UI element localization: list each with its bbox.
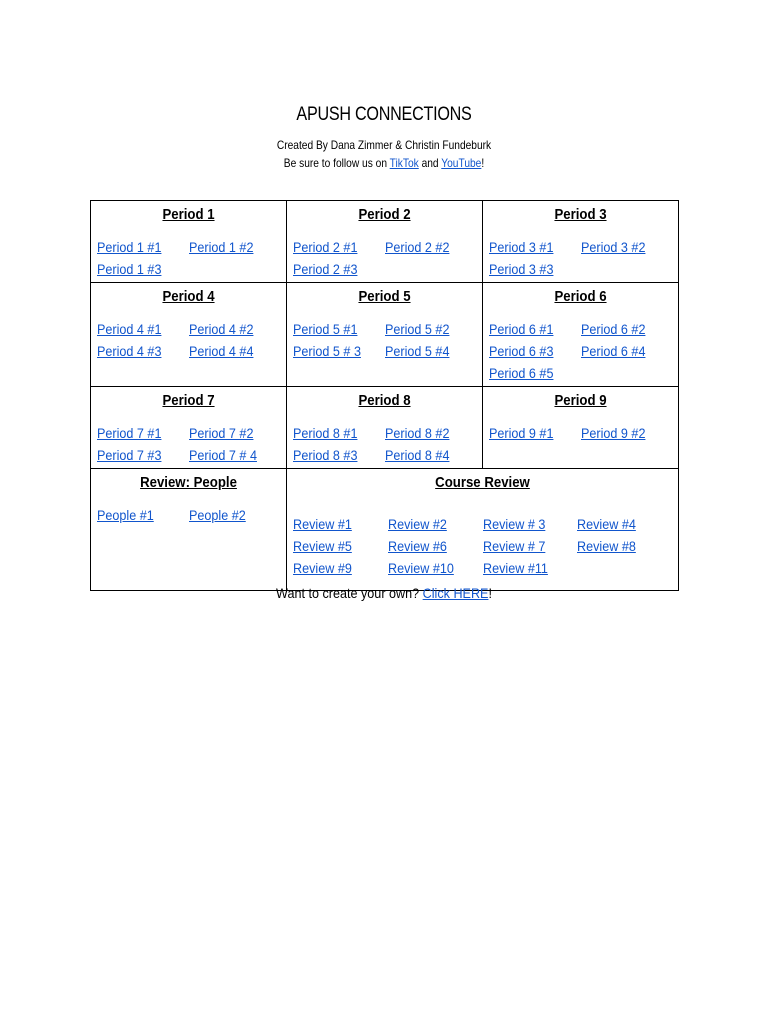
connection-link[interactable]: Period 3 #3 <box>489 261 554 277</box>
connection-link[interactable]: Review #2 <box>387 516 447 532</box>
connection-link[interactable]: Period 1 #3 <box>97 261 162 277</box>
period-links <box>489 318 672 384</box>
connection-link[interactable]: Period 8 #4 <box>384 447 449 463</box>
period-cell <box>91 283 287 387</box>
connection-link[interactable]: Period 6 #1 <box>489 321 554 337</box>
period-title: Period 6 <box>554 288 607 305</box>
period-title: Period 9 <box>554 392 607 409</box>
period-links <box>489 422 672 444</box>
connection-link[interactable]: Period 8 #3 <box>293 447 358 463</box>
period-title: Period 2 <box>358 206 411 223</box>
period-links <box>293 318 476 362</box>
follow-text <box>58 156 711 170</box>
period-links <box>293 236 476 280</box>
period-title: Period 7 <box>162 392 215 409</box>
connection-link[interactable]: Period 1 #1 <box>97 239 162 255</box>
connection-link[interactable]: Review #9 <box>293 560 352 576</box>
connection-link[interactable]: Period 5 #1 <box>293 321 358 337</box>
tiktok-link[interactable]: TikTok <box>389 156 419 170</box>
period-links <box>293 422 476 466</box>
footer-prefix: Want to create your own? <box>276 585 423 601</box>
connection-link[interactable]: Period 1 #2 <box>188 239 253 255</box>
connection-link[interactable]: Period 7 # 4 <box>188 447 257 463</box>
review-people-title: Review: People <box>140 474 237 491</box>
period-title: Period 1 <box>162 206 215 223</box>
people-links <box>97 504 280 526</box>
footer-suffix: ! <box>488 585 492 601</box>
connection-link[interactable]: People #2 <box>188 507 246 523</box>
connection-link[interactable]: Period 6 #4 <box>580 343 645 359</box>
youtube-link[interactable]: YouTube <box>441 156 482 170</box>
connection-link[interactable]: Period 4 #4 <box>188 343 253 359</box>
connection-link[interactable]: Period 6 #5 <box>489 365 554 381</box>
review-people-cell <box>91 469 287 591</box>
connection-link[interactable]: Review #1 <box>293 516 352 532</box>
period-links <box>97 422 280 466</box>
period-title: Period 3 <box>554 206 607 223</box>
connection-link[interactable]: Review #10 <box>387 560 454 576</box>
connection-link[interactable]: Period 8 #1 <box>293 425 358 441</box>
connection-link[interactable]: Period 5 #2 <box>384 321 449 337</box>
connection-link[interactable]: Review #11 <box>482 560 548 576</box>
connection-link[interactable]: Review #4 <box>577 516 637 532</box>
period-cell <box>483 283 679 387</box>
period-links <box>97 318 280 362</box>
connection-link[interactable]: Period 9 #1 <box>489 425 554 441</box>
period-title: Period 4 <box>162 288 215 305</box>
connection-link[interactable]: Period 2 #3 <box>293 261 358 277</box>
connection-link[interactable]: Period 4 #2 <box>188 321 253 337</box>
follow-prefix: Be sure to follow us on <box>283 156 390 170</box>
period-cell <box>483 387 679 469</box>
connections-table <box>90 200 679 591</box>
connection-link[interactable]: Period 6 #2 <box>580 321 645 337</box>
connection-link[interactable]: Period 5 # 3 <box>293 343 361 359</box>
credits-text: Created By Dana Zimmer & Christin Fundeburk <box>276 138 492 152</box>
period-cell <box>483 201 679 283</box>
period-title: Period 5 <box>358 288 411 305</box>
connection-link[interactable]: Review #6 <box>387 538 447 554</box>
connection-link[interactable]: Period 7 #1 <box>97 425 162 441</box>
connection-link[interactable]: Review #8 <box>577 538 637 554</box>
course-review-cell <box>287 469 679 591</box>
connection-link[interactable]: Period 4 #3 <box>97 343 162 359</box>
connection-link[interactable]: Period 7 #2 <box>188 425 253 441</box>
connection-link[interactable]: Period 9 #2 <box>580 425 645 441</box>
connection-link[interactable]: Period 2 #1 <box>293 239 358 255</box>
period-links <box>489 236 672 280</box>
footer-text <box>38 585 729 601</box>
period-title: Period 8 <box>358 392 411 409</box>
connection-link[interactable]: People #1 <box>97 507 154 523</box>
connection-link[interactable]: Period 6 #3 <box>489 343 554 359</box>
connection-link[interactable]: Period 8 #2 <box>384 425 449 441</box>
connection-link[interactable]: Period 7 #3 <box>97 447 162 463</box>
period-cell <box>287 283 483 387</box>
period-cell <box>287 387 483 469</box>
period-cell <box>91 201 287 283</box>
create-own-link[interactable]: Click HERE <box>422 585 489 601</box>
connection-link[interactable]: Period 4 #1 <box>97 321 162 337</box>
period-links <box>97 236 280 280</box>
period-cell <box>91 387 287 469</box>
connection-link[interactable]: Review #5 <box>293 538 352 554</box>
page-title: APUSH CONNECTIONS <box>296 104 472 125</box>
connection-link[interactable]: Period 5 #4 <box>384 343 449 359</box>
period-cell <box>287 201 483 283</box>
connection-link[interactable]: Review # 7 <box>482 538 545 554</box>
connection-link[interactable]: Period 3 #1 <box>489 239 554 255</box>
connection-link[interactable]: Review # 3 <box>482 516 545 532</box>
course-review-links <box>293 513 672 579</box>
follow-and: and <box>418 156 442 170</box>
connection-link[interactable]: Period 2 #2 <box>384 239 449 255</box>
follow-suffix: ! <box>481 156 485 170</box>
course-review-title: Course Review <box>435 474 530 491</box>
connection-link[interactable]: Period 3 #2 <box>580 239 645 255</box>
